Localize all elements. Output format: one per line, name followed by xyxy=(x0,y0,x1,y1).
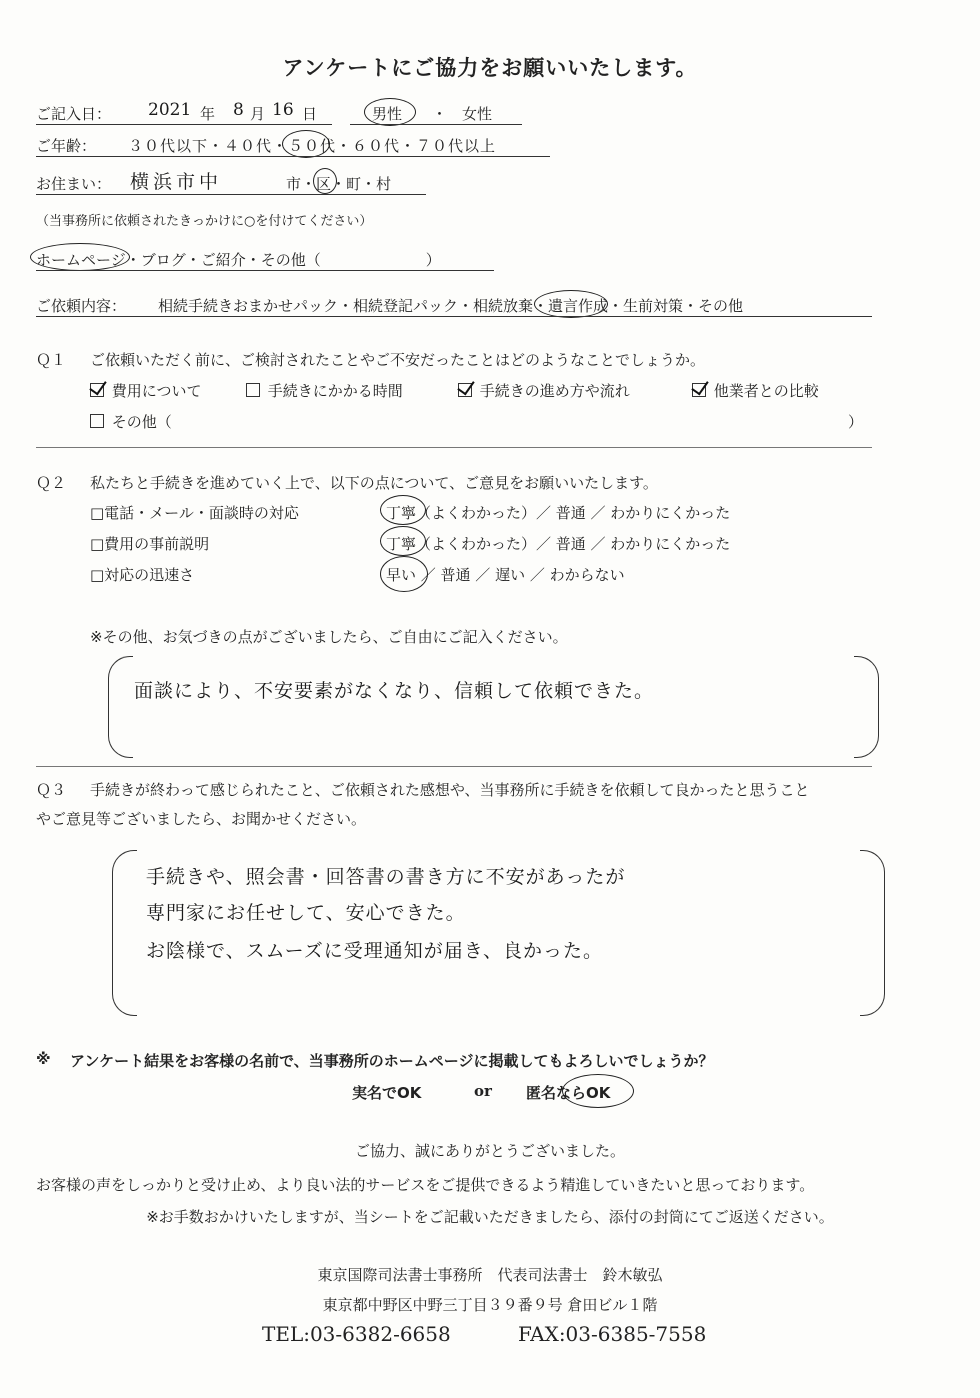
q2-row1-circle xyxy=(380,495,426,525)
q2-answer-bracket-right xyxy=(854,656,879,758)
address-handwritten: 横浜市中 xyxy=(130,171,223,193)
q1-option-compare-checkbox[interactable] xyxy=(692,383,706,397)
fill-date-label: ご記入日： xyxy=(36,105,112,123)
q2-row2-circle xyxy=(380,526,426,556)
q2-text: 私たちと手続きを進めていく上で、以下の点について、ご意見をお願いいたします。 xyxy=(90,474,658,492)
q3-number: Ｑ３ xyxy=(36,781,67,799)
referral-note: （当事務所に依頼されたきっかけに○を付けてください） xyxy=(36,214,373,229)
q3-answer-line1: 手続きや、照会書・回答書の書き方に不安があったが xyxy=(146,866,626,888)
q1-option-process-checkbox[interactable] xyxy=(458,383,472,397)
q3-answer-line2: 専門家にお任せして、安心できた。 xyxy=(146,902,466,924)
publish-mark: ※ xyxy=(36,1050,51,1068)
address-ku-circle xyxy=(313,168,337,194)
q2-row1-label: □電話・メール・面談時の対応 xyxy=(90,504,299,522)
office-address: 東京都中野区中野三丁目３９番９号 倉田ビル１階 xyxy=(322,1296,658,1314)
q3-answer-bracket-left xyxy=(112,850,137,1016)
q3-answer-bracket-right xyxy=(860,850,885,1016)
q1-number: Ｑ１ xyxy=(36,351,67,369)
office-fax: FAX:03-6385-7558 xyxy=(518,1322,707,1346)
publish-option-real: 実名でOK xyxy=(352,1084,422,1102)
gender-underline xyxy=(350,124,522,125)
publish-option-anon: 匿名ならOK xyxy=(526,1084,611,1102)
q2-divider xyxy=(36,766,872,767)
q1-option-compare xyxy=(692,380,819,401)
fill-date-day-unit: 日 xyxy=(302,105,318,123)
age-label: ご年齢： xyxy=(36,137,97,155)
age-underline xyxy=(36,156,550,157)
address-options: 市・区・町・村 xyxy=(286,175,392,193)
q3-text-line2: やご意見等ございましたら、お聞かせください。 xyxy=(36,810,367,828)
request-renunciation-circle xyxy=(534,290,608,318)
fill-date-year: 2021 xyxy=(148,100,192,120)
q1-option-time-label: 手続きにかかる時間 xyxy=(267,382,403,400)
request-label: ご依頼内容： xyxy=(36,297,127,315)
q2-number: Ｑ２ xyxy=(36,474,67,492)
q2-row3-label: □対応の迅速さ xyxy=(90,566,195,584)
q2-answer-bracket-left xyxy=(108,656,133,758)
publish-question: アンケート結果をお客様の名前で、当事務所のホームページに掲載してもよろしいでしょうか？ xyxy=(70,1052,714,1070)
q2-row2-options: 丁寧（よくわかった）／ 普通 ／ わかりにくかった xyxy=(386,535,731,553)
request-options: 相続手続きおまかせパック・相続登記パック・相続放棄・遺言作成・生前対策・その他 xyxy=(158,297,744,315)
q2-other-prompt: ※その他、お気づきの点がございましたら、ご自由にご記入ください。 xyxy=(90,628,568,646)
fill-date-year-unit: 年 xyxy=(200,105,216,123)
q1-option-process xyxy=(458,380,630,401)
q2-row3-circle xyxy=(380,556,428,592)
fill-date-month-unit: 月 xyxy=(250,105,266,123)
q2-row1-options: 丁寧（よくわかった）／ 普通 ／ わかりにくかった xyxy=(386,504,731,522)
referral-homepage-circle xyxy=(30,243,130,271)
gender-female: 女性 xyxy=(462,105,493,123)
q1-option-process-label: 手続きの進め方や流れ xyxy=(479,382,630,400)
fill-date-underline xyxy=(36,124,332,125)
age-50-circle xyxy=(282,130,330,158)
q3-text-line1: 手続きが終わって感じられたこと、ご依頼された感想や、当事務所に手続きを依頼して良かったと思うこと xyxy=(90,781,810,799)
referral-underline xyxy=(36,270,494,271)
fill-date-day: 16 xyxy=(272,100,294,120)
q1-option-other-checkbox[interactable] xyxy=(90,414,104,428)
q1-option-other-close: ） xyxy=(848,413,864,431)
q1-option-compare-label: 他業者との比較 xyxy=(713,382,819,400)
q1-text: ご依頼いただく前に、ご検討されたことやご不安だったことはどのようなことでしょうか。 xyxy=(90,351,706,369)
referral-options: ホームページ・ブログ・ご紹介・その他（ ） xyxy=(36,251,441,269)
q3-answer-line3: お陰様で、スムーズに受理通知が届き、良かった。 xyxy=(146,940,603,962)
office-name-line: 東京国際司法書士事務所 代表司法書士 鈴木敏弘 xyxy=(317,1266,663,1284)
q1-option-time-checkbox[interactable] xyxy=(246,383,260,397)
return-note: ※お手数おかけいたしますが、当シートをご記載いただきましたら、添付の封筒にてご返送ください。 xyxy=(146,1208,834,1226)
q2-row3-options: 早い ／ 普通 ／ 遅い ／ わからない xyxy=(386,566,625,584)
fill-date-month: 8 xyxy=(233,100,244,120)
publish-anon-circle xyxy=(562,1074,634,1108)
q1-option-cost-checkbox[interactable] xyxy=(90,383,104,397)
page-title: アンケートにご協力をお願いいたします。 xyxy=(282,56,698,80)
closing-text: お客様の声をしっかりと受け止め、より良い法的サービスをご提供できるよう精進していきたいと思っております。 xyxy=(36,1176,815,1194)
gender-male-circle xyxy=(364,98,416,126)
q1-option-cost-label: 費用について xyxy=(111,382,202,400)
thanks-text: ご協力、誠にありがとうございました。 xyxy=(354,1142,625,1160)
gender-male: 男性 xyxy=(372,105,403,123)
q1-option-time xyxy=(246,380,403,401)
publish-or: or xyxy=(474,1082,492,1100)
office-tel: TEL:03-6382-6658 xyxy=(262,1322,451,1346)
q2-answer: 面談により、不安要素がなくなり、信頼して依頼できた。 xyxy=(134,680,655,702)
q1-option-other xyxy=(90,411,172,432)
q2-row2-label: □費用の事前説明 xyxy=(90,535,210,553)
gender-sep: ・ xyxy=(432,105,448,123)
address-underline xyxy=(36,194,426,195)
age-options: ３０代以下・４０代・５０代・６０代・７０代以上 xyxy=(128,137,497,155)
q1-option-other-label: その他（ xyxy=(111,413,172,431)
address-label: お住まい： xyxy=(36,175,112,193)
request-underline xyxy=(36,316,872,317)
q1-option-cost xyxy=(90,380,201,401)
q1-divider xyxy=(36,447,872,448)
